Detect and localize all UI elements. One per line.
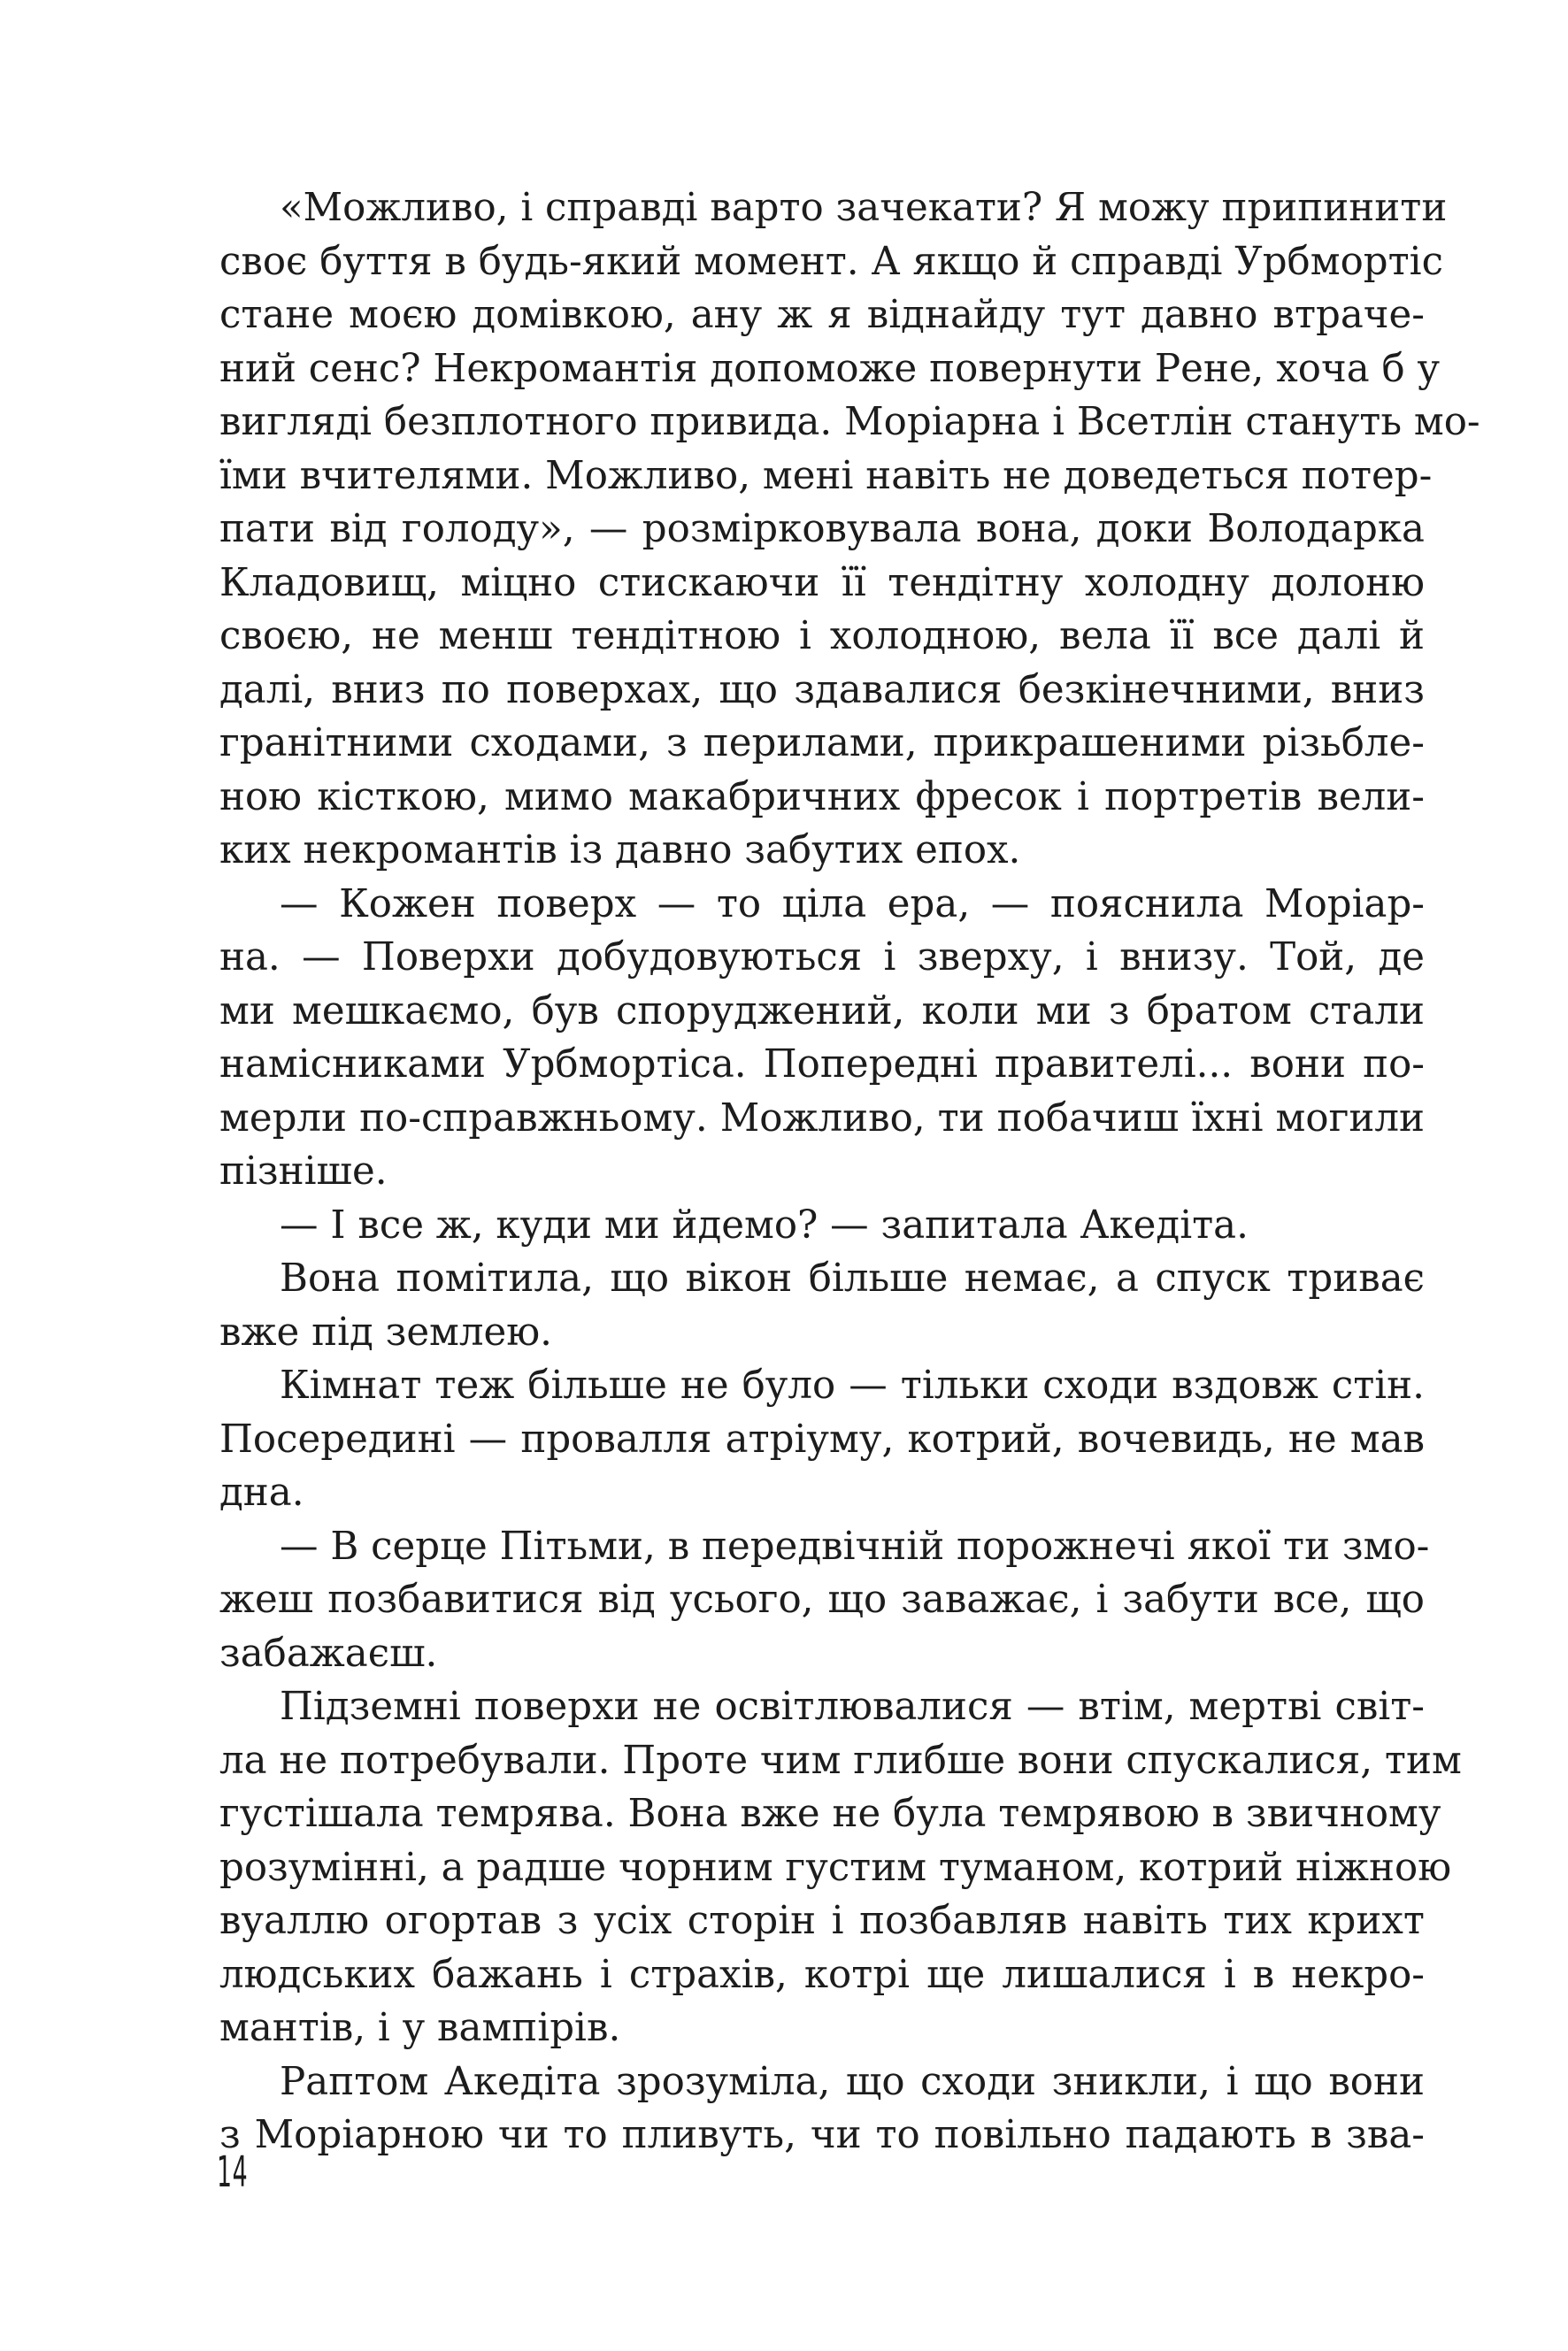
body-text xyxy=(219,181,1480,2163)
text-line: — В серце Пітьми, в передвічній порожнечі якої ти змо- xyxy=(280,1524,1430,1569)
text-line: їми вчителями. Можливо, мені навіть не доведеться потер- xyxy=(219,453,1433,498)
text-line: жеш позбавитися від усього, що заважає, і забути все, що xyxy=(219,1578,1425,1622)
text-line: «Можливо, і справді варто зачекати? Я можу припинити xyxy=(280,186,1448,230)
text-line: Вона помітила, що вікон більше немає, а спуск триває xyxy=(280,1256,1425,1301)
paragraph xyxy=(219,1252,1425,1359)
text-line: своє буття в будь-який момент. А якщо й справді Урбмортіс xyxy=(219,239,1443,284)
paragraph xyxy=(219,181,1480,878)
text-line: ла не потребували. Проте чим глибше вони спускалися, тим xyxy=(219,1738,1462,1783)
text-line: з Моріарною чи то пливуть, чи то повільно падають в зва- xyxy=(219,2113,1425,2157)
text-line: вигляді безплотного привида. Моріарна і Всетлін стануть мо- xyxy=(219,400,1480,444)
paragraph xyxy=(219,2055,1425,2163)
text-line: розумінні, а радше чорним густим туманом, котрий ніжною xyxy=(219,1845,1452,1890)
text-line: ною кісткою, мимо макабричних фресок і портретів вели- xyxy=(219,774,1425,819)
page-number: 14 xyxy=(217,2147,249,2197)
text-line: — Кожен поверх — то ціла ера, — пояснила Моріар- xyxy=(280,881,1425,926)
text-line: Раптом Акедіта зрозуміла, що сходи зникли, і що вони xyxy=(280,2059,1425,2104)
text-line: пізніше. xyxy=(219,1149,388,1194)
text-line: дна. xyxy=(219,1471,304,1515)
paragraph xyxy=(219,1199,1425,1253)
text-line: ких некромантів із давно забутих епох. xyxy=(219,828,1021,872)
text-line: людських бажань і страхів, котрі ще лишалися і в некро- xyxy=(219,1952,1425,1997)
text-line: гранітними сходами, з перилами, прикрашеними різьбле- xyxy=(219,721,1425,765)
text-line: мантів, і у вампірів. xyxy=(219,2006,621,2050)
text-line: на. — Поверхи добудовуються і зверху, і внизу. Той, де xyxy=(219,935,1425,980)
text-line: намісниками Урбмортіса. Попередні правителі... вони по- xyxy=(219,1042,1425,1087)
text-line: пати від голоду», — розмірковувала вона, доки Володарка xyxy=(219,507,1425,551)
text-line: ний сенс? Некромантія допоможе повернути Рене, хоча б у xyxy=(219,346,1441,391)
text-line: мерли по-справжньому. Можливо, ти побачиш їхні могили xyxy=(219,1095,1425,1141)
text-line: Кімнат теж більше не було — тільки сходи вздовж стін. xyxy=(280,1364,1425,1408)
paragraph xyxy=(219,1359,1425,1520)
text-line: густішала темрява. Вона вже не була темрявою в звичному xyxy=(219,1792,1441,1836)
paragraph xyxy=(219,1680,1462,2055)
text-line: ми мешкаємо, був споруджений, коли ми з братом стали xyxy=(219,988,1425,1033)
text-line: далі, вниз по поверхах, що здавалися безкінечними, вниз xyxy=(219,667,1425,712)
paragraph xyxy=(219,1520,1430,1681)
text-line: Підземні поверхи не освітлювалися — втім, мертві світ- xyxy=(280,1685,1425,1729)
text-line: Посередині — провалля атріуму, котрий, вочевидь, не мав xyxy=(219,1417,1425,1462)
text-line: Кладовищ, міцно стискаючи її тендітну холодну долоню xyxy=(219,560,1425,605)
text-line: вже під землею. xyxy=(219,1310,552,1355)
text-line: вуаллю огортав з усіх сторін і позбавляв навіть тих крихт xyxy=(219,1899,1425,1943)
text-line: — І все ж, куди ми йдемо? — запитала Акедіта. xyxy=(280,1202,1249,1248)
text-line: стане моєю домівкою, ану ж я віднайду тут давно втраче- xyxy=(219,293,1425,337)
text-line: забажаєш. xyxy=(219,1631,438,1676)
text-line: своєю, не менш тендітною і холодною, вела її все далі й xyxy=(219,614,1425,658)
paragraph xyxy=(219,878,1425,1199)
